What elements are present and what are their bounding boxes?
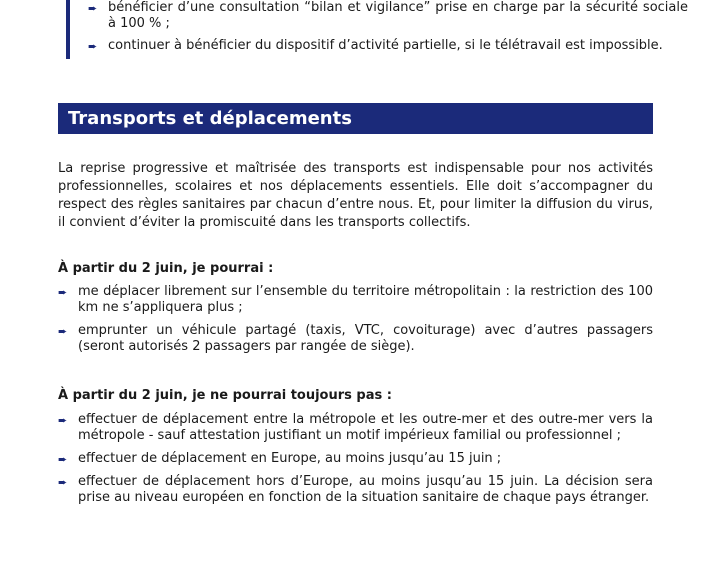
list-item-text: emprunter un véhicule partagé (taxis, VTC, covoiturage) avec d’autres passagers (seront autorisés 2 passagers par rangée de siège). [78,323,653,354]
list-item-text: bénéficier d’une consultation “bilan et vigilance” prise en charge par la sécurité sociale à 100 % ; [108,0,688,31]
cannot-list [58,412,653,513]
arrow-right-icon: ➨ [58,286,68,299]
arrow-right-icon: ➨ [88,2,98,15]
list-item [58,284,653,316]
continued-list-block [66,0,688,59]
list-item-text: effectuer de déplacement entre la métropole et les outre-mer et des outre-mer vers la métropole - sauf attestation justifiant un motif impérieux familial ou professionnel ; [78,412,653,443]
can-list [58,284,653,362]
list-item-text: effectuer de déplacement en Europe, au moins jusqu’au 15 juin ; [78,451,502,466]
cannot-heading: À partir du 2 juin, je ne pourrai toujours pas : [58,388,392,403]
intro-paragraph: La reprise progressive et maîtrisée des transports est indispensable pour nos activités professionnelles, scolaires et nos déplacements essentiels. Elle doit s’accompagner du respect des règles sanitaires par chacun d’entre nous. Et, pour limiter la diffusion du virus, il convient d’éviter la promiscuité dans les transports collectifs. [58,161,653,230]
list-item [58,323,653,355]
list-item-text: continuer à bénéficier du dispositif d’activité partielle, si le télétravail est impossible. [108,38,663,53]
can-heading: À partir du 2 juin, je pourrai : [58,261,274,276]
arrow-right-icon: ➨ [58,325,68,338]
arrow-right-icon: ➨ [58,414,68,427]
arrow-right-icon: ➨ [58,453,68,466]
arrow-right-icon: ➨ [58,476,68,489]
list-item [58,474,653,506]
list-item-text: effectuer de déplacement hors d’Europe, au moins jusqu’au 15 juin. La décision sera prise au niveau européen en fonction de la situation sanitaire de chaque pays étranger. [78,474,653,505]
section-title-banner [58,103,653,134]
list-item [58,451,653,467]
section-title: Transports et déplacements [68,108,352,129]
list-item [88,0,688,32]
list-item [88,38,688,54]
arrow-right-icon: ➨ [88,40,98,53]
list-item-text: me déplacer librement sur l’ensemble du territoire métropolitain : la restriction des 100 km ne s’appliquera plus ; [78,284,653,315]
list-item [58,412,653,444]
